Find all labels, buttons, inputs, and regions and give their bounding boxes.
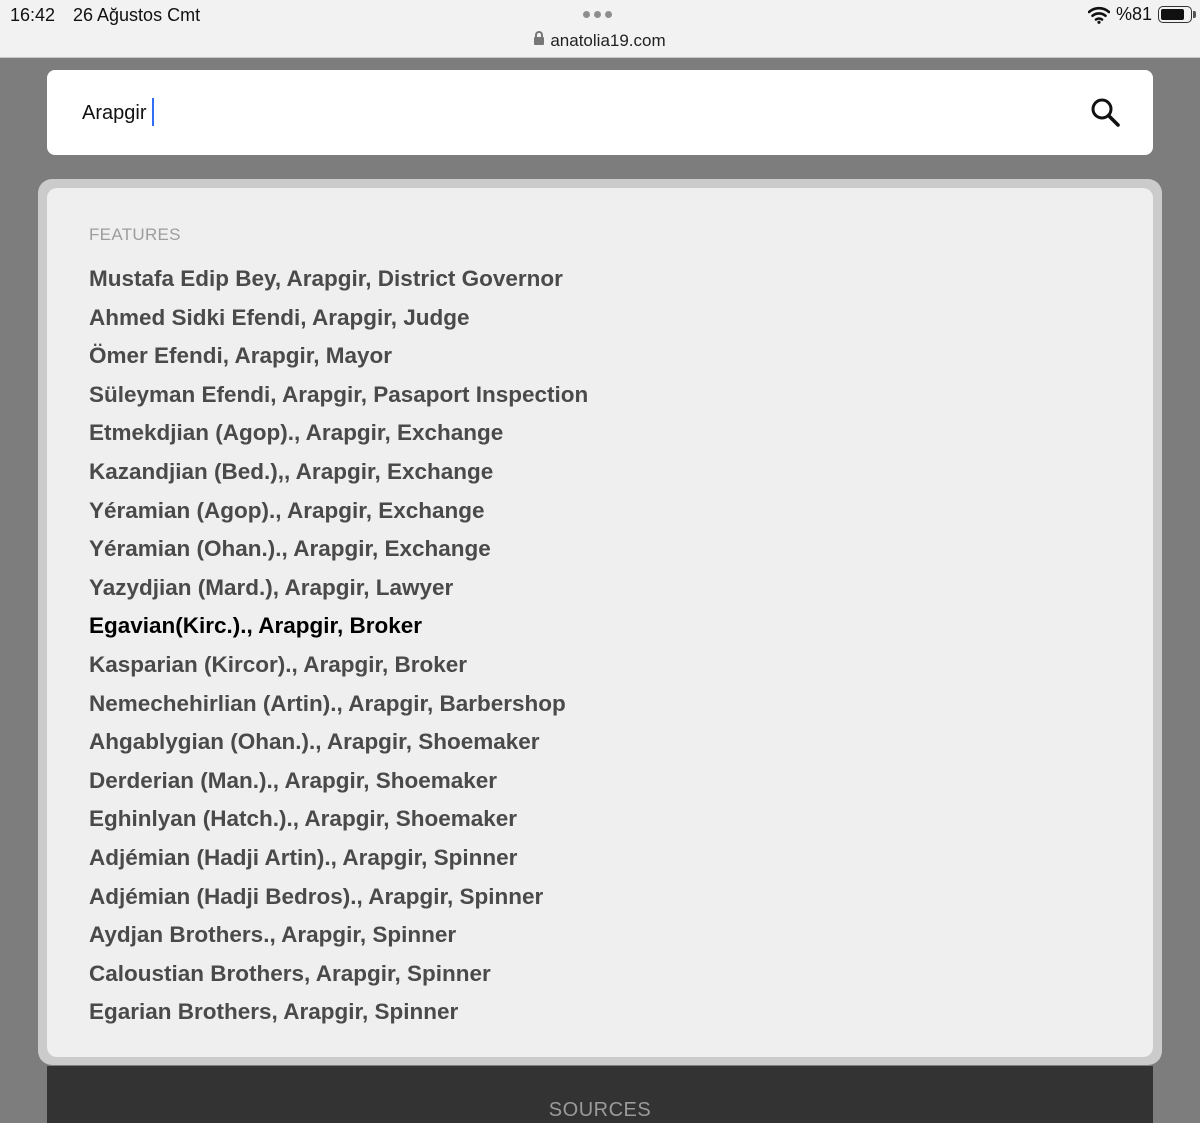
feature-item[interactable]: Ahgablygian (Ohan.)., Arapgir, Shoemaker [89, 729, 540, 755]
feature-item[interactable]: Süleyman Efendi, Arapgir, Pasaport Inspection [89, 381, 589, 407]
feature-item[interactable]: Derderian (Man.)., Arapgir, Shoemaker [89, 767, 498, 793]
status-date: 26 Ağustos Cmt [73, 5, 201, 25]
feature-item[interactable]: Egarian Brothers, Arapgir, Spinner [89, 999, 459, 1025]
feature-item[interactable]: Ömer Efendi, Arapgir, Mayor [89, 343, 392, 369]
more-dots-icon[interactable] [583, 11, 612, 18]
feature-item[interactable]: Egavian(Kirc.)., Arapgir, Broker [89, 613, 423, 639]
feature-item[interactable]: Adjémian (Hadji Bedros)., Arapgir, Spinner [89, 883, 544, 909]
feature-item[interactable]: Ahmed Sidki Efendi, Arapgir, Judge [89, 304, 470, 330]
feature-item[interactable]: Adjémian (Hadji Artin)., Arapgir, Spinner [89, 844, 518, 870]
search-icon[interactable] [1088, 95, 1122, 129]
search-input[interactable] [82, 94, 1042, 132]
battery-percent: %81 [1115, 4, 1152, 24]
status-indicators [1088, 4, 1192, 25]
sources-heading: SOURCES [548, 1099, 652, 1121]
feature-item[interactable]: Yéramian (Agop)., Arapgir, Exchange [89, 497, 485, 523]
feature-item[interactable]: Kazandjian (Bed.),, Arapgir, Exchange [89, 458, 494, 484]
feature-item[interactable]: Etmekdjian (Agop)., Arapgir, Exchange [89, 420, 504, 446]
feature-item[interactable]: Aydjan Brothers., Arapgir, Spinner [89, 922, 457, 948]
features-heading: FEATURES [89, 225, 181, 244]
address-bar[interactable] [0, 31, 1200, 51]
feature-item[interactable]: Mustafa Edip Bey, Arapgir, District Governor [89, 266, 563, 291]
lock-icon [534, 37, 544, 45]
results-dropdown [47, 188, 1153, 1057]
feature-item[interactable]: Caloustian Brothers, Arapgir, Spinner [89, 960, 491, 986]
wifi-icon [1088, 6, 1110, 24]
address-url: anatolia19.com [550, 31, 666, 50]
feature-item[interactable]: Yazydjian (Mard.), Arapgir, Lawyer [89, 574, 454, 600]
sources-section [47, 1066, 1153, 1123]
text-caret [152, 98, 154, 126]
status-time: 16:42 [10, 5, 56, 25]
search-box [47, 70, 1153, 155]
battery-icon [1158, 6, 1192, 23]
feature-item[interactable]: Kasparian (Kircor)., Arapgir, Broker [89, 651, 468, 677]
feature-item[interactable]: Nemechehirlian (Artin)., Arapgir, Barbershop [89, 690, 566, 716]
features-list [89, 260, 588, 1032]
feature-item[interactable]: Eghinlyan (Hatch.)., Arapgir, Shoemaker [89, 806, 518, 832]
status-bar [0, 0, 1200, 58]
feature-item[interactable]: Yéramian (Ohan.)., Arapgir, Exchange [89, 536, 491, 562]
